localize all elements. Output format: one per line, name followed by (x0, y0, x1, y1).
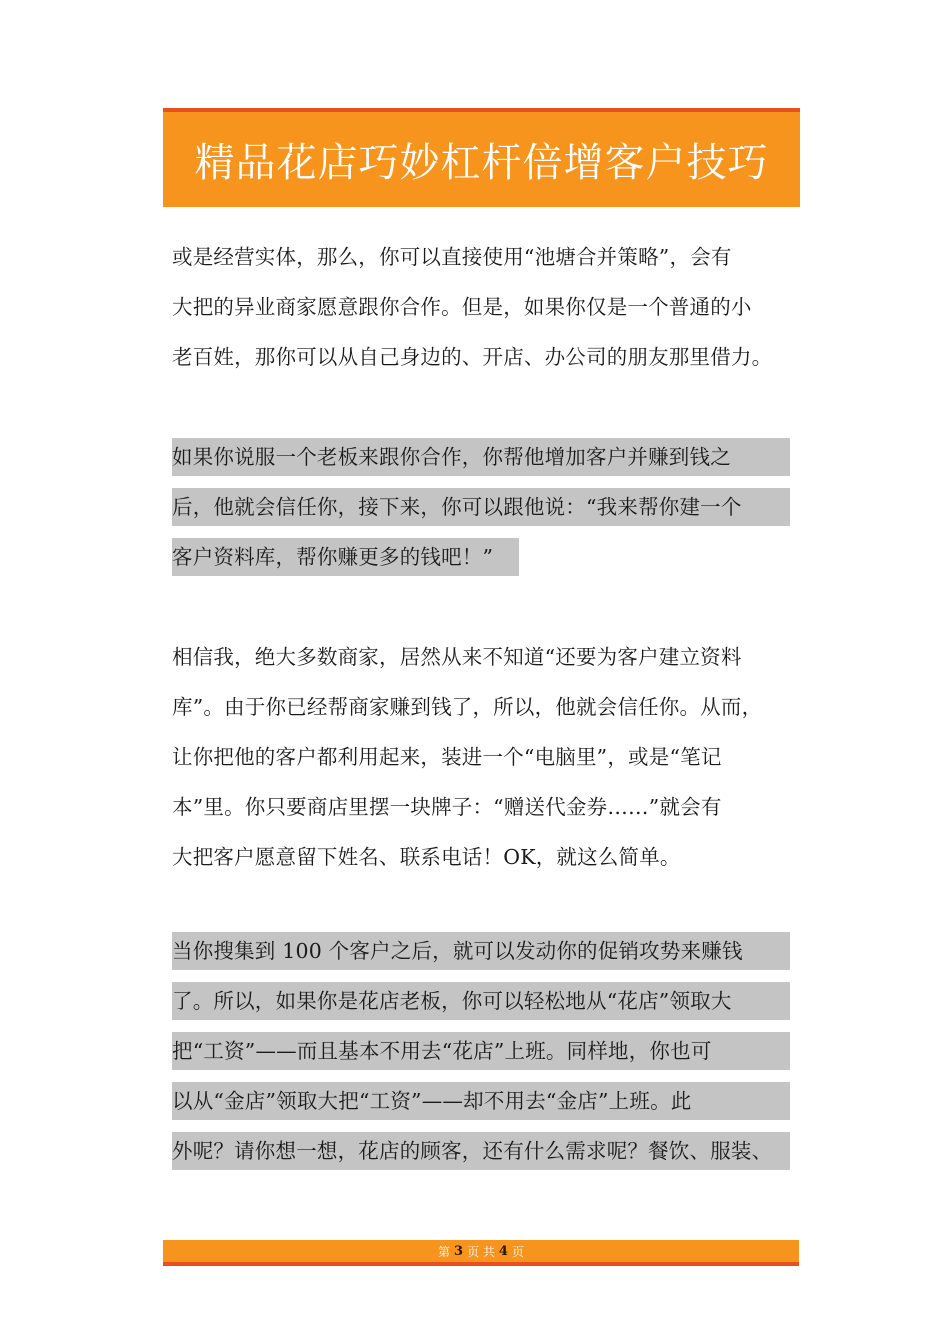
page-footer (163, 1240, 799, 1266)
title-banner (163, 108, 800, 207)
text-line: 当你搜集到 100 个客户之后，就可以发动你的促销攻势来赚钱 (172, 932, 790, 970)
footer-prefix: 第 (438, 1244, 451, 1259)
text-line: 外呢？请你想一想，花店的顾客，还有什么需求呢？餐饮、服装、 (172, 1132, 790, 1170)
text-line: 相信我，绝大多数商家，居然从来不知道“还要为客户建立资料 (172, 645, 742, 669)
text-line: 后，他就会信任你，接下来，你可以跟他说：“我来帮你建一个 (172, 488, 790, 526)
highlighted-paragraph (172, 932, 792, 1170)
text-line: 老百姓，那你可以从自己身边的、开店、办公司的朋友那里借力。 (172, 345, 773, 369)
text-line: 让你把他的客户都利用起来，装进一个“电脑里”，或是“笔记 (172, 745, 722, 769)
total-pages-number: 4 (498, 1243, 508, 1259)
footer-suffix: 页 (511, 1244, 524, 1259)
paragraph-spacer (172, 588, 792, 632)
text-line: 客户资料库，帮你赚更多的钱吧！” (172, 538, 519, 576)
text-line: 或是经营实体，那么，你可以直接使用“池塘合并策略”，会有 (172, 245, 732, 269)
text-line: 本”里。你只要商店里摆一块牌子：“赠送代金券……”就会有 (172, 795, 722, 819)
text-line: 如果你说服一个老板来跟你合作，你帮他增加客户并赚到钱之 (172, 438, 790, 476)
text-line: 大把客户愿意留下姓名、联系电话！OK，就这么简单。 (172, 845, 681, 869)
page-title: 精品花店巧妙杠杆倍增客户技巧 (194, 140, 769, 186)
paragraph-spacer (172, 882, 792, 926)
text-line: 库”。由于你已经帮商家赚到钱了，所以，他就会信任你。从而， (172, 695, 763, 719)
paragraph (172, 632, 792, 882)
text-line: 了。所以，如果你是花店老板，你可以轻松地从“花店”领取大 (172, 982, 790, 1020)
highlighted-paragraph (172, 438, 792, 576)
footer-middle: 页 共 (467, 1244, 495, 1259)
paragraph (172, 232, 792, 382)
paragraph-spacer (172, 382, 792, 432)
text-line: 大把的异业商家愿意跟你合作。但是，如果你仅是一个普通的小 (172, 295, 752, 319)
text-line: 把“工资”——而且基本不用去“花店”上班。同样地，你也可 (172, 1032, 790, 1070)
document-body (172, 232, 792, 1182)
current-page-number: 3 (454, 1243, 464, 1259)
text-line: 以从“金店”领取大把“工资”——却不用去“金店”上班。此 (172, 1082, 790, 1120)
